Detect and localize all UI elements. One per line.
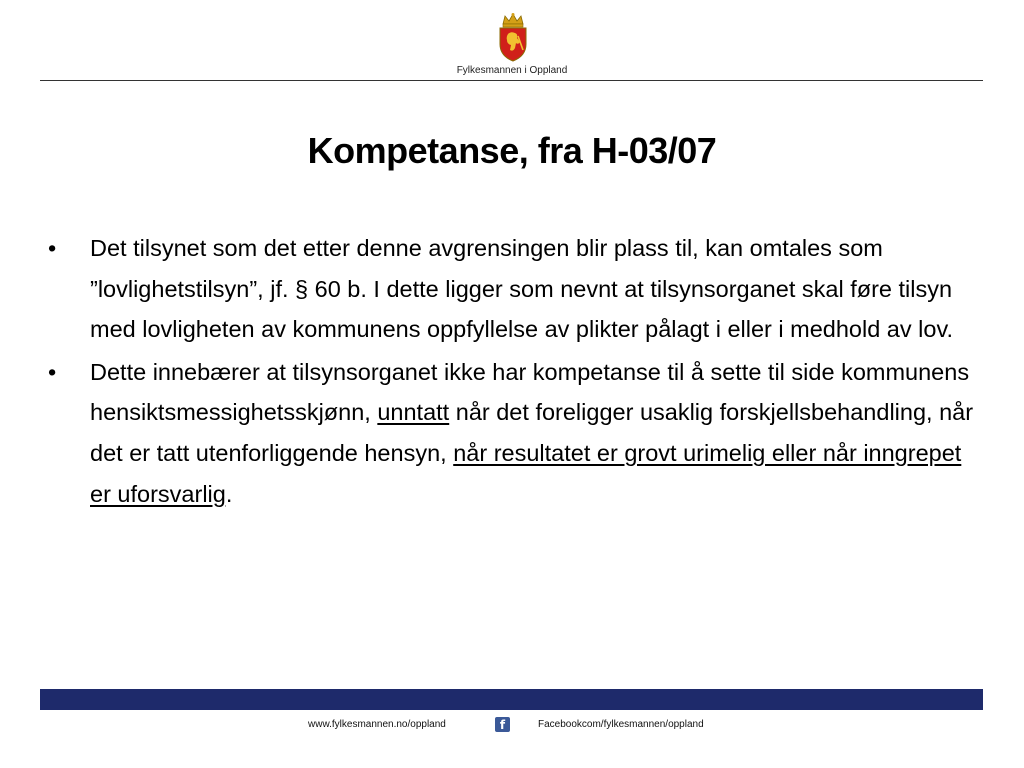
bullet-list xyxy=(46,228,981,516)
header-divider xyxy=(40,80,983,81)
list-item xyxy=(46,352,981,514)
bullet-text-part: når det foreligger usaklig forskjellsbehandling, når det er tatt utenforliggende hensyn, xyxy=(90,399,974,466)
website-link[interactable]: www.fylkesmannen.no/oppland xyxy=(308,719,446,730)
list-item xyxy=(46,228,981,350)
underlined-text: unntatt xyxy=(377,399,450,426)
bullet-text: Det tilsynet som det etter denne avgrensingen blir plass til, kan omtales som ”lovlighetstilsyn”, jf. § 60 b. I dette ligger som nevnt at tilsynsorganet skal føre tilsyn med lovligheten av kommunens oppfyllelse av plikter pålagt i eller i medhold av lov. xyxy=(90,235,953,343)
coat-of-arms-icon xyxy=(496,12,530,62)
bullet-marker: • xyxy=(48,235,57,261)
bullet-text-part: Dette innebærer at tilsynsorganet ikke har kompetanse til å sette til side kommunens hensiktsmessighetsskjønn, xyxy=(90,358,970,426)
facebook-icon[interactable]: f xyxy=(495,717,510,732)
organization-name: Fylkesmannen i Oppland xyxy=(456,65,568,76)
facebook-link[interactable]: Facebookcom/fylkesmannen/oppland xyxy=(538,719,704,730)
slide-title: Kompetanse, fra H-03/07 xyxy=(307,130,717,171)
footer-band xyxy=(40,689,983,710)
underlined-text: når resultatet er grovt urimelig eller når inngrepet er uforsvarlig xyxy=(90,439,962,507)
bullet-text-part: . xyxy=(225,480,233,507)
bullet-marker: • xyxy=(48,358,57,385)
